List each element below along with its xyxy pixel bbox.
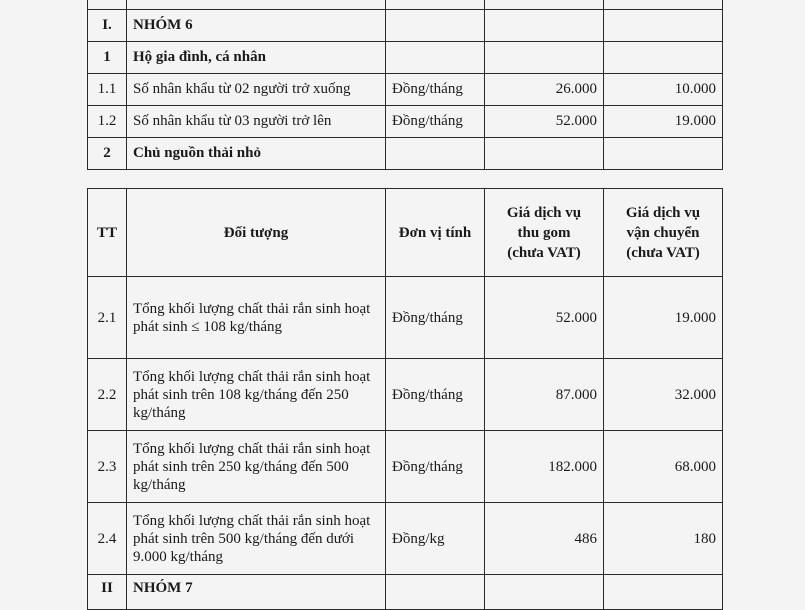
cell-collect [485,138,604,170]
table-row [88,106,723,138]
cell-unit [386,138,485,170]
cell-tt: 2.1 [88,277,127,359]
cell-unit: Đồng/tháng [386,106,485,138]
table-row [88,575,723,610]
header-unit: Đơn vị tính [386,189,485,277]
cell-subject: Tổng khối lượng chất thải rắn sinh hoạt phát sinh trên 500 kg/tháng đến dưới 9.000 kg/tháng [127,503,386,575]
cell-transport [604,0,723,10]
cell-tt: 2 [88,138,127,170]
cell-transport [604,138,723,170]
cell-unit [386,42,485,74]
table-row [88,0,723,10]
cell-collect: 182.000 [485,431,604,503]
cell-unit: Đồng/tháng [386,74,485,106]
cell-tt: 2.3 [88,431,127,503]
cell-transport: 10.000 [604,74,723,106]
cell-transport: 19.000 [604,277,723,359]
cell-transport [604,575,723,610]
cell-transport: 19.000 [604,106,723,138]
cell-unit [386,10,485,42]
cell-collect: 26.000 [485,74,604,106]
cell-subject: NHÓM 6 [127,10,386,42]
cell-transport: 32.000 [604,359,723,431]
table-header-row [88,189,723,277]
cell-subject: Chủ nguồn thải nhỏ [127,138,386,170]
cell-collect [485,575,604,610]
cell-tt [88,0,127,10]
cell-subject: Số nhân khẩu từ 02 người trở xuống [127,74,386,106]
header-tt: TT [88,189,127,277]
cell-tt: 1.1 [88,74,127,106]
cell-collect [485,42,604,74]
table-row [88,42,723,74]
cell-tt: 2.4 [88,503,127,575]
table-row [88,277,723,359]
cell-unit: Đồng/tháng [386,431,485,503]
cell-transport: 68.000 [604,431,723,503]
price-table-main [87,188,723,610]
cell-subject: Hộ gia đình, cá nhân [127,42,386,74]
cell-collect: 87.000 [485,359,604,431]
table-row [88,431,723,503]
cell-tt: II [88,575,127,610]
cell-tt: 2.2 [88,359,127,431]
cell-transport [604,42,723,74]
header-collect-price: Giá dịch vụ thu gom (chưa VAT) [485,189,604,277]
cell-unit: Đồng/tháng [386,277,485,359]
table-row [88,138,723,170]
cell-collect: 52.000 [485,277,604,359]
cell-collect [485,10,604,42]
table-row [88,10,723,42]
table-row [88,503,723,575]
cell-transport [604,10,723,42]
cell-subject: Tổng khối lượng chất thải rắn sinh hoạt phát sinh ≤ 108 kg/tháng [127,277,386,359]
cell-tt: I. [88,10,127,42]
cell-unit: Đồng/kg [386,503,485,575]
cell-subject: NHÓM 7 [127,575,386,610]
cell-unit: Đồng/tháng [386,359,485,431]
cell-tt: 1 [88,42,127,74]
price-table-top [87,0,723,170]
cell-collect [485,0,604,10]
header-transport-price: Giá dịch vụ vận chuyển (chưa VAT) [604,189,723,277]
cell-subject [127,0,386,10]
cell-subject: Số nhân khẩu từ 03 người trở lên [127,106,386,138]
cell-unit [386,575,485,610]
cell-collect: 486 [485,503,604,575]
header-subject: Đối tượng [127,189,386,277]
cell-subject: Tổng khối lượng chất thải rắn sinh hoạt phát sinh trên 108 kg/tháng đến 250 kg/tháng [127,359,386,431]
cell-unit [386,0,485,10]
table-row [88,74,723,106]
cell-collect: 52.000 [485,106,604,138]
cell-tt: 1.2 [88,106,127,138]
cell-subject: Tổng khối lượng chất thải rắn sinh hoạt phát sinh trên 250 kg/tháng đến 500 kg/tháng [127,431,386,503]
table-row [88,359,723,431]
cell-transport: 180 [604,503,723,575]
